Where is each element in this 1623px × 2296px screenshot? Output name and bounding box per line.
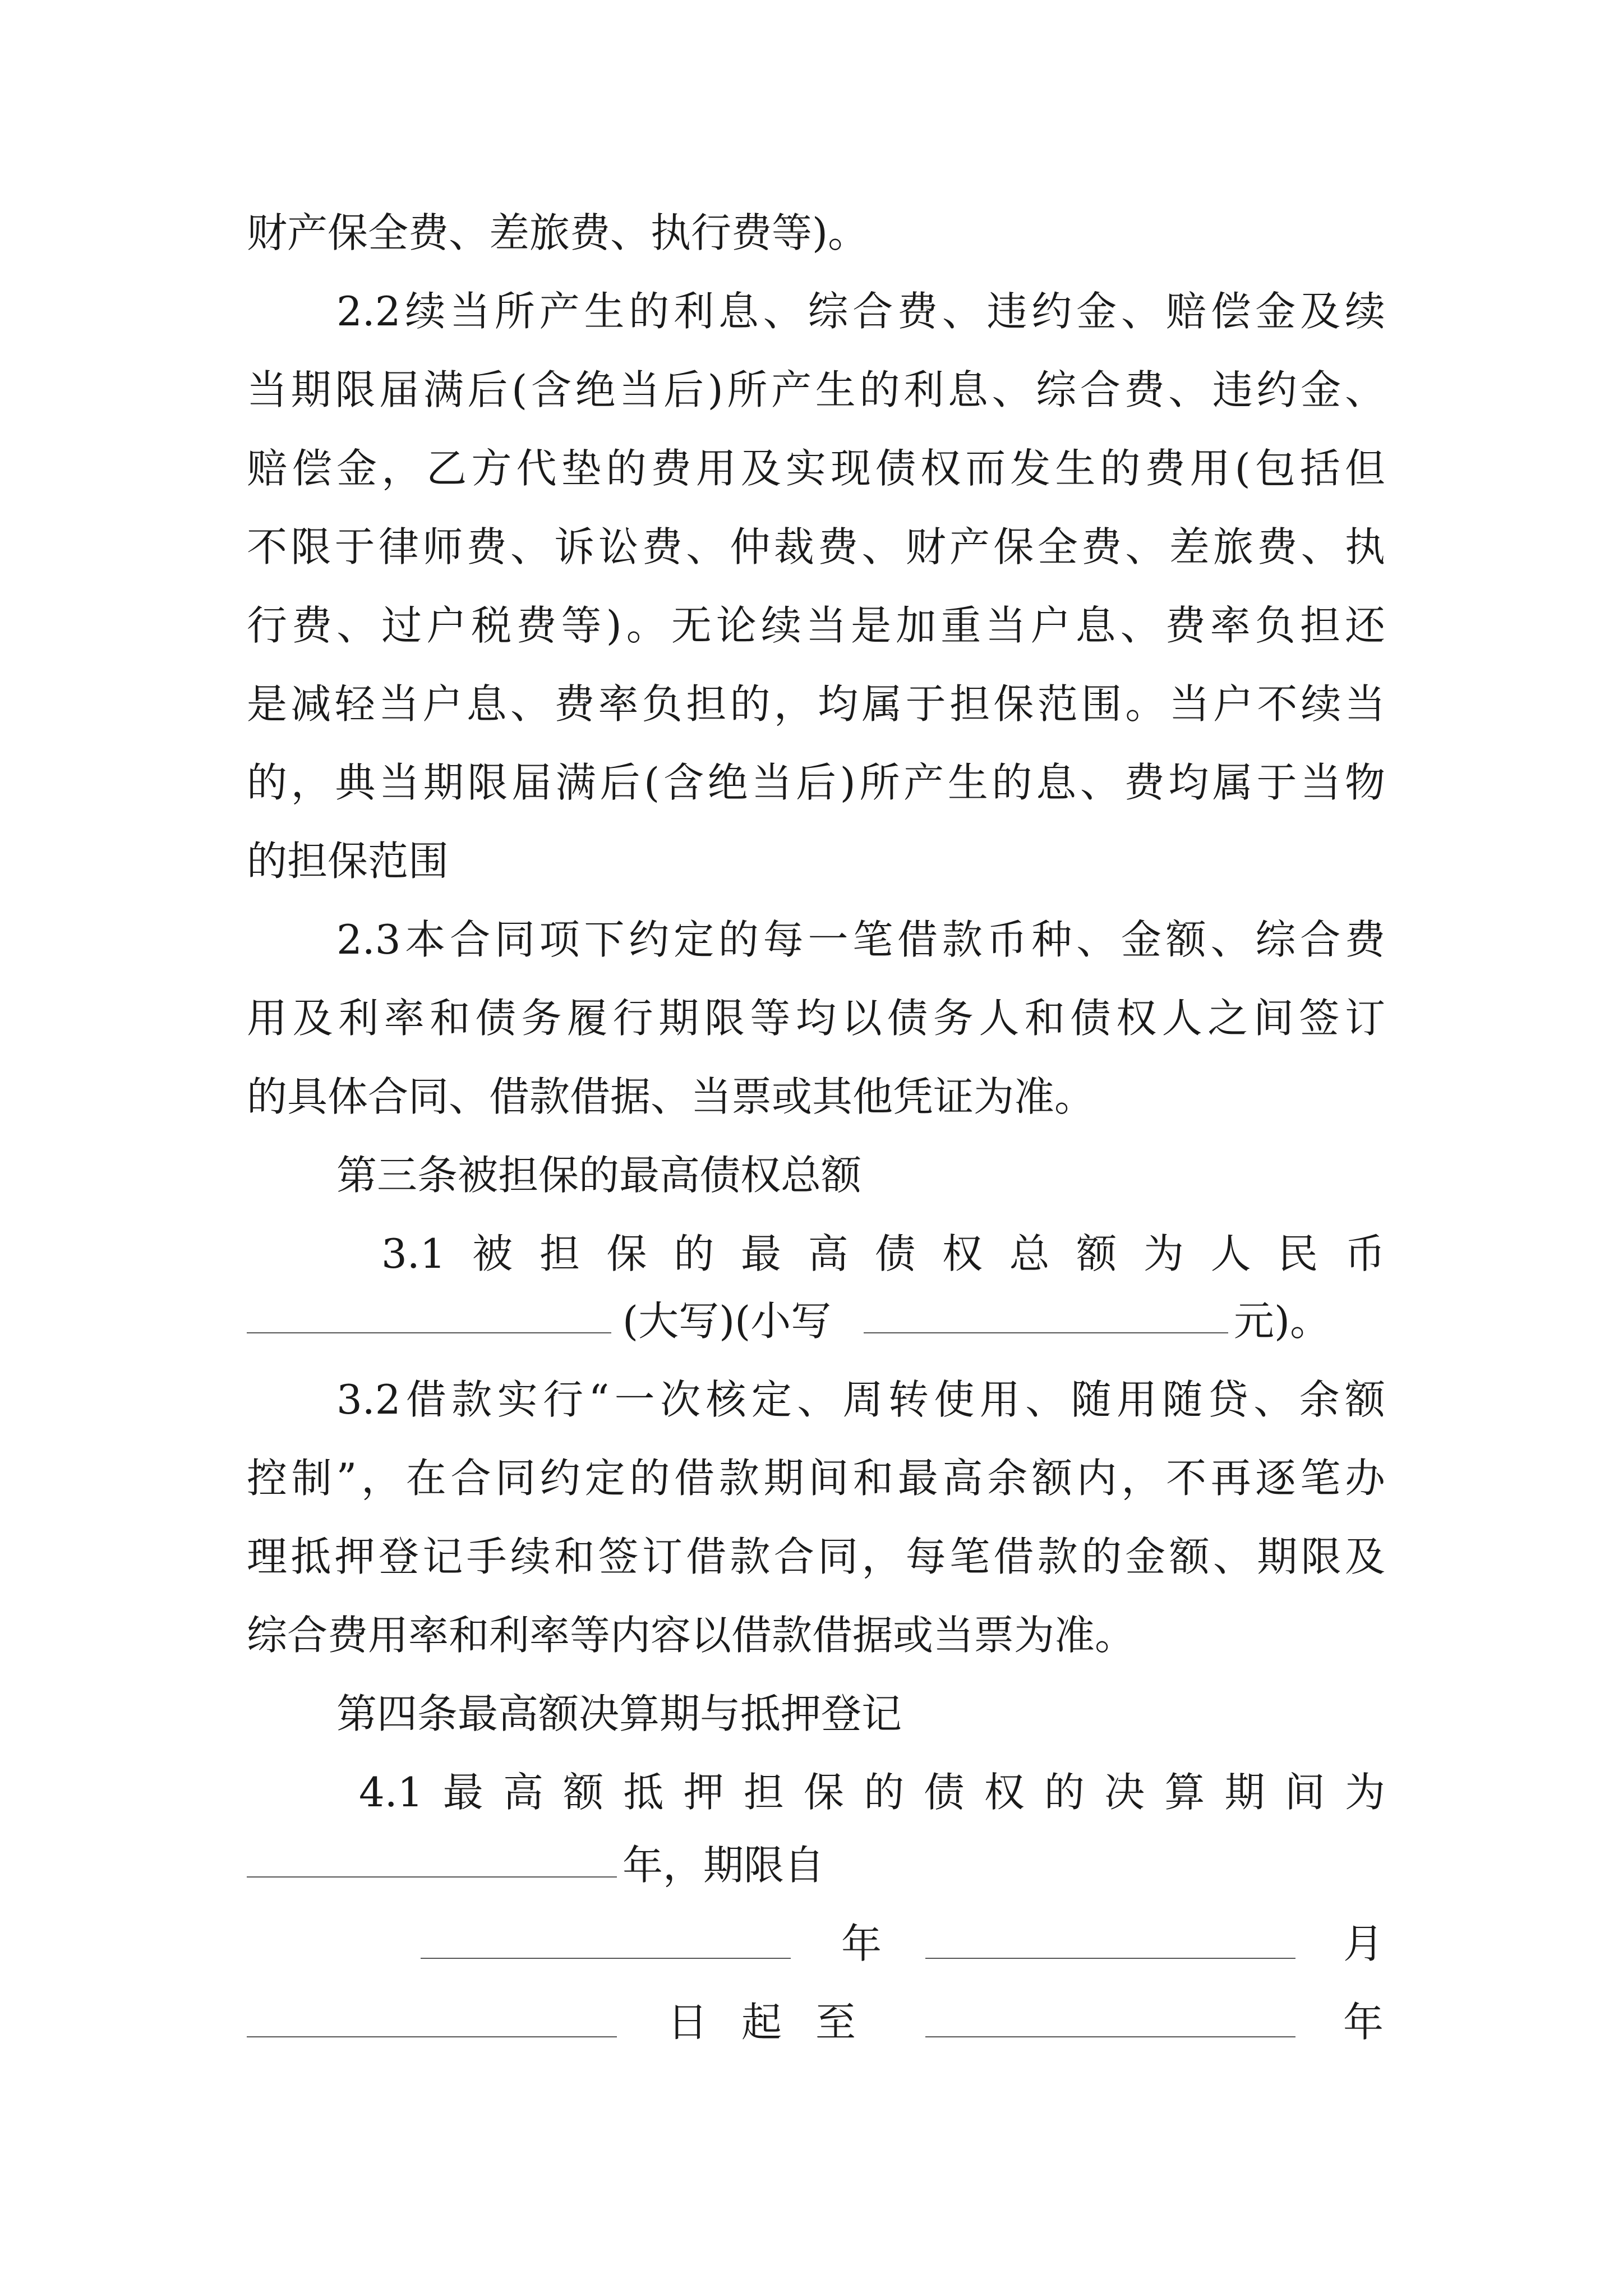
clause-3-2-line-2: 控制”，在合同约定的借款期间和最高余额内，不再逐笔办: [247, 1455, 1385, 1502]
clause-3-2-line-3: 理抵押登记手续和签订借款合同，每笔借款的金额、期限及: [247, 1533, 1385, 1580]
text-line-1: 财产保全费、差旅费、执行费等)。: [247, 209, 869, 256]
start-year-label: 年: [841, 1920, 882, 1967]
article-4-heading: 第四条最高额决算期与抵押登记: [336, 1690, 902, 1737]
article-3-heading: 第三条被担保的最高债权总额: [336, 1152, 862, 1199]
yuan-label: 元)。: [1234, 1297, 1331, 1345]
settlement-years-blank[interactable]: [247, 1876, 617, 1878]
clause-2-2-line-3: 赔偿金，乙方代垫的费用及实现债权而发生的费用(包括但: [247, 445, 1385, 492]
start-day-blank[interactable]: [247, 2036, 617, 2037]
clause-2-2-line-1: 2.2续当所产生的利息、综合费、违约金、赔偿金及续: [336, 288, 1385, 335]
clause-2-3-line-2: 用及利率和债务履行期限等均以债务人和债权人之间签订: [247, 995, 1385, 1042]
clause-2-2-line-7: 的，典当期限届满后(含绝当后)所产生的息、费均属于当物: [247, 759, 1385, 806]
clause-3-2-line-4: 综合费用率和利率等内容以借款借据或当票为准。: [247, 1612, 1136, 1659]
clause-2-3-line-3: 的具体合同、借款借据、当票或其他凭证为准。: [247, 1073, 1095, 1120]
clause-2-2-line-6: 是减轻当户息、费率负担的，均属于担保范围。当户不续当: [247, 680, 1385, 728]
day-from-to-label: 日起至: [667, 1999, 890, 2046]
clause-2-2-line-2: 当期限届满后(含绝当后)所产生的利息、综合费、违约金、: [247, 366, 1385, 413]
start-year-blank[interactable]: [421, 1958, 791, 1959]
clause-2-2-line-5: 行费、过户税费等)。无论续当是加重当户息、费率负担还: [247, 602, 1385, 649]
uppercase-lowercase-label: (大写)(小写: [623, 1297, 832, 1345]
clause-3-1-line-1: 3.1被担保的最高债权总额为人民币: [381, 1230, 1385, 1277]
clause-2-2-line-4: 不限于律师费、诉讼费、仲裁费、财产保全费、差旅费、执: [247, 523, 1385, 570]
start-month-blank[interactable]: [925, 1958, 1295, 1959]
clause-2-3-line-1: 2.3本合同项下约定的每一笔借款币种、金额、综合费: [336, 916, 1385, 963]
amount-uppercase-blank[interactable]: [247, 1332, 611, 1333]
amount-lowercase-blank[interactable]: [864, 1332, 1228, 1333]
years-from-label: 年，期限自: [623, 1842, 825, 1889]
start-month-label: 月: [1343, 1920, 1384, 1967]
clause-2-2-line-8: 的担保范围: [247, 838, 449, 885]
end-year-blank[interactable]: [925, 2036, 1295, 2037]
clause-3-2-line-1: 3.2借款实行“一次核定、周转使用、随用随贷、余额: [336, 1376, 1385, 1423]
clause-4-1-line-1: 4.1最高额抵押担保的债权的决算期间为: [359, 1769, 1385, 1816]
end-year-label: 年: [1343, 1999, 1384, 2046]
